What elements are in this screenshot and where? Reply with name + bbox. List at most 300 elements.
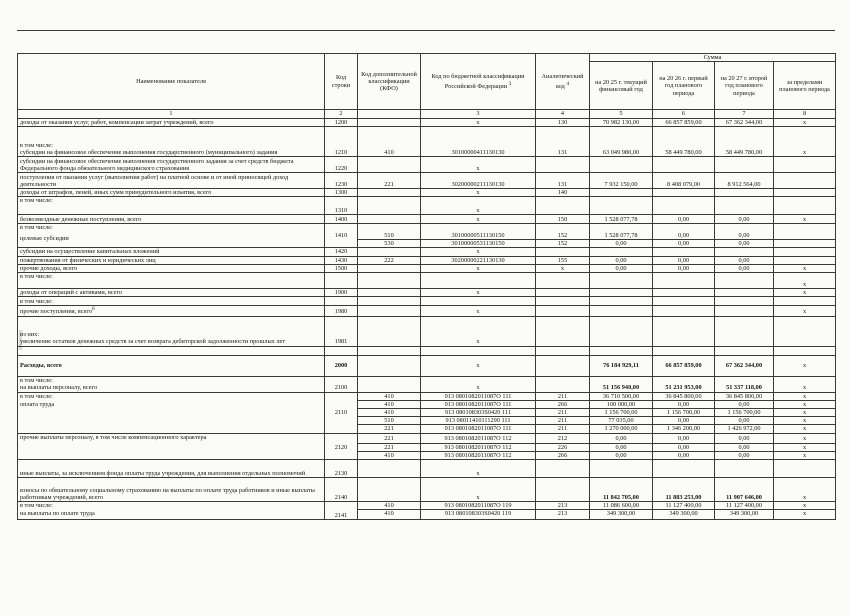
row-kfo (358, 264, 421, 272)
row-value-2025: 0,00 (590, 256, 653, 264)
row-value-beyond (774, 459, 836, 477)
row-kfo (358, 118, 421, 126)
row-value-2025: 11 086 600,00 (590, 501, 653, 509)
row-value-2027 (715, 297, 774, 306)
row-value-2026: 0,00 (653, 256, 715, 264)
row-value-beyond: х (774, 451, 836, 459)
row-analytic (536, 197, 590, 215)
table-row (18, 248, 836, 256)
row-value-2027: 51 337 118,00 (715, 376, 774, 392)
row-code: 1200 (325, 118, 358, 126)
table-row (18, 433, 836, 443)
row-kbk: 30100000411130130 (421, 127, 536, 157)
row-value-2026: 0,00 (653, 215, 715, 224)
row-value-beyond: х (774, 264, 836, 272)
row-value-beyond (774, 189, 836, 197)
row-value-2026: 0,00 (653, 451, 715, 459)
row-value-2025 (590, 306, 653, 316)
table-row (18, 425, 836, 433)
row-value-2025 (590, 273, 653, 289)
row-value-2026: 11 883 253,00 (653, 477, 715, 501)
row-value-2027: 0,00 (715, 417, 774, 425)
row-kfo (358, 316, 421, 346)
row-code (325, 501, 358, 509)
row-value-beyond: х (774, 425, 836, 433)
row-value-beyond: х (774, 355, 836, 376)
row-value-2025: 63 049 980,00 (590, 127, 653, 157)
table-row (18, 224, 836, 240)
colnum-2: 2 (325, 110, 358, 118)
row-value-2026: 0,00 (653, 417, 715, 425)
row-analytic: 212 (536, 433, 590, 443)
row-name-text: увеличение остатков денежных средств за счет возврата дебиторской задолженности прошлых лет (20, 338, 286, 346)
row-value-2027 (715, 197, 774, 215)
row-value-2026 (653, 289, 715, 297)
row-code: 2120 (325, 443, 358, 451)
header-analytic (536, 54, 590, 110)
row-code: 1900 (325, 289, 358, 297)
row-kbk: 913 0801082011087О 119 (421, 501, 536, 509)
row-code: 1430 (325, 256, 358, 264)
row-value-2027: 0,00 (715, 224, 774, 240)
row-code (325, 425, 358, 433)
row-code (325, 346, 358, 355)
row-code (325, 417, 358, 425)
row-value-2025 (590, 157, 653, 173)
row-value-2025: 100 000,00 (590, 400, 653, 408)
header-analytic-sup: 4 (566, 80, 570, 87)
row-name: доходы от операций с активами, всего (18, 289, 325, 297)
row-kfo (358, 376, 421, 392)
row-analytic: 130 (536, 118, 590, 126)
row-code: 2100 (325, 376, 358, 392)
table-row (18, 127, 836, 157)
row-name-sup: 6 (91, 306, 95, 313)
row-kfo (358, 157, 421, 173)
row-value-2025: 349 300,00 (590, 510, 653, 520)
row-name-text: на выплаты персоналу, всего (20, 384, 98, 392)
row-value-2025: 1 156 700,00 (590, 408, 653, 416)
row-analytic (536, 346, 590, 355)
row-kfo (358, 289, 421, 297)
row-code: 1420 (325, 248, 358, 256)
row-value-2026: 1 156 700,00 (653, 408, 715, 416)
colnum-5: 5 (590, 110, 653, 118)
table-row (18, 215, 836, 224)
row-value-2027: 0,00 (715, 451, 774, 459)
row-kbk: х (421, 316, 536, 346)
row-value-2025 (590, 189, 653, 197)
row-kbk: х (421, 248, 536, 256)
row-value-2026: 0,00 (653, 224, 715, 240)
row-value-beyond (774, 248, 836, 256)
row-value-2026: 0,00 (653, 433, 715, 443)
row-analytic (536, 316, 590, 346)
header-code: Код строки (325, 54, 358, 110)
row-name: в том числе: (18, 392, 325, 400)
row-name: прочие доходы, всего (18, 264, 325, 272)
row-code: 2130 (325, 459, 358, 477)
row-value-2027: 1 426 972,00 (715, 425, 774, 433)
row-name (18, 376, 325, 392)
row-value-beyond (774, 224, 836, 240)
table-row (18, 510, 836, 520)
row-value-2025: 51 156 940,00 (590, 376, 653, 392)
row-kbk: х (421, 157, 536, 173)
row-value-2026: 8 408 079,00 (653, 173, 715, 189)
row-code (325, 433, 358, 443)
row-value-2027: 0,00 (715, 400, 774, 408)
row-name (18, 443, 325, 451)
row-value-2026 (653, 248, 715, 256)
row-code: 1300 (325, 189, 358, 197)
row-value-2026: 58 449 780,00 (653, 127, 715, 157)
header-year-2027: на 20 27 г. второй год планового периода (715, 62, 774, 110)
row-analytic: х (536, 264, 590, 272)
row-value-2026: 1 346 200,00 (653, 425, 715, 433)
row-kfo (358, 477, 421, 501)
row-kfo (358, 297, 421, 306)
row-kbk: 913 0801082011087О 112 (421, 433, 536, 443)
row-value-beyond: х (774, 273, 836, 289)
row-value-2025 (590, 316, 653, 346)
row-value-2027 (715, 346, 774, 355)
row-name-text: прочие поступления, всего (20, 308, 92, 316)
row-code: 2140 (325, 477, 358, 501)
row-value-beyond: х (774, 501, 836, 509)
row-kbk: 30200000221130130 (421, 256, 536, 264)
row-kfo (358, 248, 421, 256)
row-value-beyond: х (774, 289, 836, 297)
row-code (325, 392, 358, 400)
row-kbk: х (421, 118, 536, 126)
row-name: доходы от оказания услуг, работ, компенсации затрат учреждений, всего (18, 118, 325, 126)
row-value-2025 (590, 197, 653, 215)
row-name: доходы от штрафов, пеней, иных сумм принудительного изъятия, всего (18, 189, 325, 197)
row-value-2026: 51 231 953,00 (653, 376, 715, 392)
row-value-beyond: х (774, 400, 836, 408)
table-row (18, 459, 836, 477)
row-name (18, 417, 325, 425)
row-value-2027 (715, 316, 774, 346)
row-value-2026: 0,00 (653, 264, 715, 272)
row-value-2026: 0,00 (653, 400, 715, 408)
colnum-3 (358, 110, 421, 118)
header-beyond: за пределами планового периода (774, 62, 836, 110)
row-analytic: 226 (536, 443, 590, 451)
row-subheading: в том числе: (20, 224, 53, 232)
row-name (18, 127, 325, 157)
row-value-2026: 0,00 (653, 240, 715, 248)
row-value-beyond: х (774, 215, 836, 224)
row-kbk: 913 0801082011087О 111 (421, 425, 536, 433)
row-code (325, 273, 358, 289)
row-value-2025: 0,00 (590, 240, 653, 248)
row-analytic (536, 376, 590, 392)
table-row (18, 400, 836, 408)
row-analytic: 211 (536, 408, 590, 416)
row-value-2027: 0,00 (715, 215, 774, 224)
row-kfo: 510 (358, 224, 421, 240)
row-value-beyond (774, 197, 836, 215)
row-value-2026 (653, 306, 715, 316)
row-value-2027 (715, 248, 774, 256)
row-value-2027: 58 449 780,00 (715, 127, 774, 157)
row-value-2025 (590, 248, 653, 256)
row-value-beyond: х (774, 392, 836, 400)
table-row (18, 408, 836, 416)
row-name: в том числе: (18, 297, 325, 306)
row-kbk: 913 080108303S0420 119 (421, 510, 536, 520)
table-top-border (17, 30, 835, 31)
table-row (18, 173, 836, 189)
row-value-2026 (653, 316, 715, 346)
row-kbk: 30200000211130130 (421, 173, 536, 189)
row-name: на выплаты по оплате труда (18, 510, 325, 520)
row-kfo (358, 355, 421, 376)
row-value-2027: 67 362 344,00 (715, 355, 774, 376)
row-kfo (358, 215, 421, 224)
table-row (18, 501, 836, 509)
row-value-2027: 8 912 564,00 (715, 173, 774, 189)
row-analytic: 213 (536, 510, 590, 520)
table-row (18, 289, 836, 297)
row-kbk: 913 0801082011087О 111 (421, 400, 536, 408)
row-analytic: 152 (536, 240, 590, 248)
row-subheading: в том числе: (20, 141, 53, 149)
table-row (18, 118, 836, 126)
row-name: субсидии на осуществление капитальных вложений (18, 248, 325, 256)
header-kbk (421, 54, 536, 110)
row-kfo (358, 306, 421, 316)
row-kfo: 510 (358, 417, 421, 425)
row-kfo: 221 (358, 433, 421, 443)
row-analytic: 131 (536, 127, 590, 157)
row-value-2026 (653, 189, 715, 197)
row-name (18, 306, 325, 316)
row-kbk: 913 0801082011087О 112 (421, 443, 536, 451)
row-analytic (536, 355, 590, 376)
row-value-2026 (653, 197, 715, 215)
row-kfo: 222 (358, 256, 421, 264)
row-code: 1210 (325, 127, 358, 157)
row-value-2025 (590, 297, 653, 306)
row-name (18, 408, 325, 416)
row-value-2027 (715, 289, 774, 297)
row-value-2025: 11 842 705,00 (590, 477, 653, 501)
table-row (18, 264, 836, 272)
table-row (18, 256, 836, 264)
row-value-2025: 0,00 (590, 443, 653, 451)
row-name: в том числе: (18, 273, 325, 289)
row-value-beyond: х (774, 127, 836, 157)
row-analytic: 213 (536, 501, 590, 509)
row-value-2027: 1 156 700,00 (715, 408, 774, 416)
row-kbk: х (421, 189, 536, 197)
row-value-2026: 11 127 400,00 (653, 501, 715, 509)
colnum-8: 8 (774, 110, 836, 118)
row-value-2027 (715, 273, 774, 289)
row-kfo (358, 346, 421, 355)
row-kbk: х (421, 459, 536, 477)
budget-table (17, 53, 836, 520)
row-kbk: х (421, 376, 536, 392)
row-kbk: х (421, 215, 536, 224)
row-code: 2141 (325, 510, 358, 520)
row-value-beyond (774, 297, 836, 306)
row-value-2025: 0,00 (590, 433, 653, 443)
row-kfo: 410 (358, 451, 421, 459)
row-kbk: х (421, 289, 536, 297)
row-analytic: 152 (536, 224, 590, 240)
row-value-beyond: х (774, 306, 836, 316)
row-kbk: х (421, 197, 536, 215)
row-code (325, 400, 358, 408)
budget-plan-page (17, 0, 842, 616)
row-value-2025: 7 932 150,00 (590, 173, 653, 189)
row-value-beyond: х (774, 376, 836, 392)
row-kfo: 410 (358, 127, 421, 157)
row-analytic (536, 289, 590, 297)
row-kfo: 221 (358, 443, 421, 451)
header-name: Наименование показателя (18, 54, 325, 110)
row-code: 1500 (325, 264, 358, 272)
table-row (18, 189, 836, 197)
row-code: 1981 (325, 316, 358, 346)
row-name (18, 316, 325, 346)
row-value-2025: 1 528 077,78 (590, 224, 653, 240)
header-sum: Сумма (590, 54, 836, 62)
row-name: безвозмездные денежные поступления, всего (18, 215, 325, 224)
colnum-4: 4 (536, 110, 590, 118)
table-row (18, 477, 836, 501)
row-kfo (358, 273, 421, 289)
row-analytic: 155 (536, 256, 590, 264)
colnum-3b: 3 (421, 110, 536, 118)
row-value-2027 (715, 459, 774, 477)
row-value-2027: 0,00 (715, 433, 774, 443)
row-value-2027: 0,00 (715, 264, 774, 272)
row-value-2027: 67 362 344,00 (715, 118, 774, 126)
row-value-beyond: х (774, 510, 836, 520)
row-kbk: 913 0801082011087О 111 (421, 392, 536, 400)
row-name: поступления от оказания услуг (выполнения работ) на платной основе и от иной приносящей доход деятельности (18, 173, 325, 189)
row-analytic (536, 459, 590, 477)
row-kbk: 913 08011410111290 111 (421, 417, 536, 425)
row-analytic (536, 297, 590, 306)
row-value-2026: 66 857 859,00 (653, 355, 715, 376)
table-row (18, 346, 836, 355)
table-row (18, 316, 836, 346)
table-row (18, 197, 836, 215)
row-name: иные выплаты, за исключением фонда оплаты труда учреждения, для выполнения отдельных полномочий (18, 459, 325, 477)
row-kfo: 410 (358, 408, 421, 416)
row-value-beyond (774, 157, 836, 173)
table-row (18, 392, 836, 400)
table-row (18, 157, 836, 173)
table-row (18, 443, 836, 451)
row-value-2026: 36 845 800,00 (653, 392, 715, 400)
header-kfo: Код дополнительной классификации (КФО) (358, 54, 421, 110)
row-value-beyond: х (774, 118, 836, 126)
row-kbk: 30100000511130150 (421, 224, 536, 240)
row-value-2026: 0,00 (653, 443, 715, 451)
row-kbk (421, 346, 536, 355)
row-analytic (536, 157, 590, 173)
row-code: 1980 (325, 306, 358, 316)
row-value-2025: 0,00 (590, 264, 653, 272)
row-value-beyond (774, 173, 836, 189)
row-analytic: 266 (536, 400, 590, 408)
row-kbk: 913 080108303S0420 111 (421, 408, 536, 416)
row-value-2025: 70 982 130,00 (590, 118, 653, 126)
row-value-2025 (590, 289, 653, 297)
row-analytic: 266 (536, 451, 590, 459)
row-kfo (358, 197, 421, 215)
row-value-beyond: х (774, 408, 836, 416)
row-kbk: х (421, 306, 536, 316)
row-value-2026 (653, 273, 715, 289)
header-year-2025: на 20 25 г. текущий финансовый год (590, 62, 653, 110)
row-value-2026 (653, 346, 715, 355)
row-analytic: 211 (536, 417, 590, 425)
row-code: 1230 (325, 173, 358, 189)
row-kbk: 913 0801082011087О 112 (421, 451, 536, 459)
row-kbk: х (421, 264, 536, 272)
row-name: в том числе: (18, 501, 325, 509)
colnum-1: 1 (18, 110, 325, 118)
row-kbk: х (421, 355, 536, 376)
row-analytic (536, 248, 590, 256)
row-analytic: 150 (536, 215, 590, 224)
row-value-2025 (590, 346, 653, 355)
colnum-7: 7 (715, 110, 774, 118)
row-name: оплата труда (18, 400, 325, 408)
row-value-2027: 0,00 (715, 240, 774, 248)
row-value-2026: 66 857 859,00 (653, 118, 715, 126)
row-value-beyond: х (774, 433, 836, 443)
row-name: пожертвования от физических и юридических лиц (18, 256, 325, 264)
row-name: прочие выплаты персоналу, в том числе компенсационного характера (18, 433, 325, 443)
row-value-2025: 0,00 (590, 451, 653, 459)
row-kfo: 410 (358, 501, 421, 509)
row-name (18, 224, 325, 248)
row-value-2027 (715, 157, 774, 173)
row-value-2025: 76 184 929,11 (590, 355, 653, 376)
row-kbk (421, 273, 536, 289)
row-analytic: 211 (536, 392, 590, 400)
table-row (18, 451, 836, 459)
row-name-text: субсидии на финансовое обеспечение выполнения государственного (муниципального) задания (20, 148, 278, 156)
row-analytic (536, 273, 590, 289)
row-analytic (536, 306, 590, 316)
row-analytic: 140 (536, 189, 590, 197)
row-value-2025 (590, 459, 653, 477)
row-kfo: 221 (358, 425, 421, 433)
row-kfo: 530 (358, 240, 421, 248)
row-value-2027: 11 127 400,00 (715, 501, 774, 509)
row-code: 2110 (325, 408, 358, 416)
row-kbk: 30100000531130150 (421, 240, 536, 248)
row-value-2027: 0,00 (715, 256, 774, 264)
row-name: субсидии на финансовое обеспечение выполнения государственного задания за счет средств бюджета Федерального фонда обязательного медицинского страхования (18, 157, 325, 173)
row-kbk: х (421, 477, 536, 501)
table-row (18, 297, 836, 306)
row-value-2027 (715, 189, 774, 197)
row-kfo (358, 459, 421, 477)
table-row (18, 417, 836, 425)
row-code (325, 451, 358, 459)
